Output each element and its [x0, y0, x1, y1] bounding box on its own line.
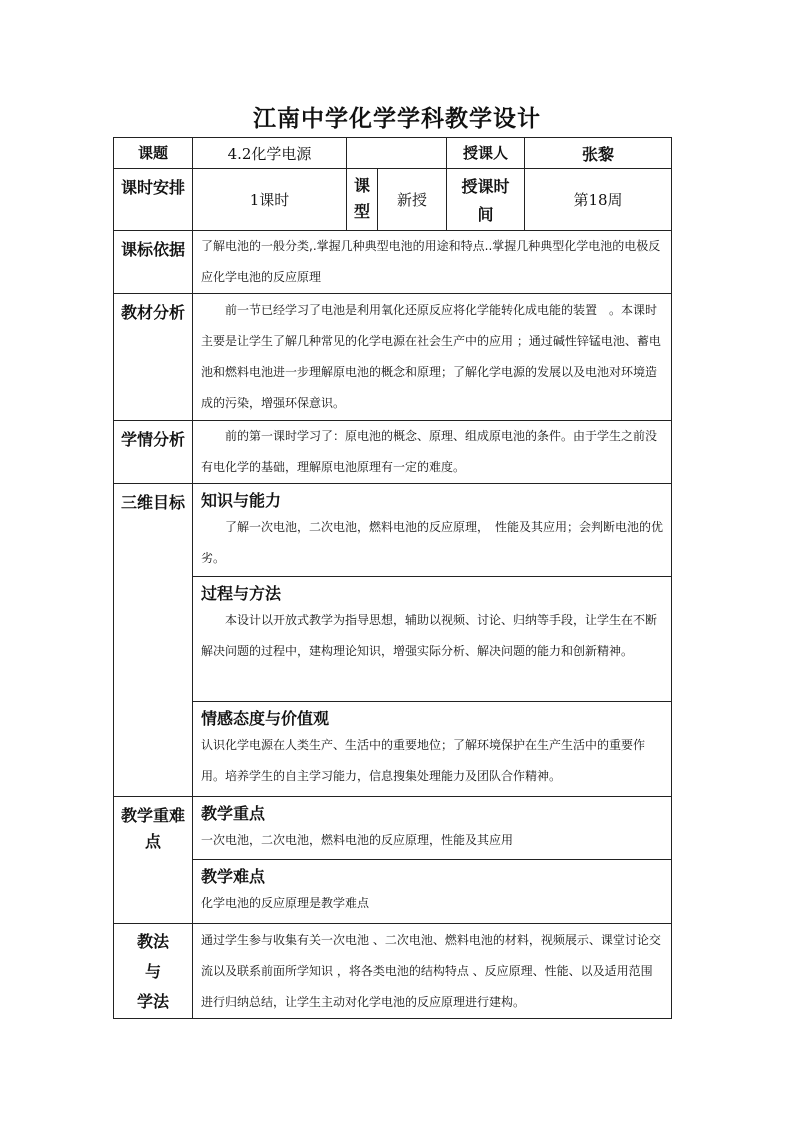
type-label: 课型 — [347, 169, 378, 231]
knowledge-title: 知识与能力 — [201, 491, 282, 510]
methods-label-3: 学法 — [136, 992, 169, 1011]
topic-value: 4.2化学电源 — [193, 138, 347, 169]
methods-text: 通过学生参与收集有关一次电池 、二次电池、燃料电池的材料，视频展示、课堂讨论交流以及联系前面所学知识 ，将各类电池的结构特点 、反应原理、性能、以及适用范围进行归纳总结，让学生主动对化学电池的反应原理进行建构。 — [193, 924, 672, 1019]
goals-label: 三维目标 — [114, 484, 193, 797]
focus-title: 教学重点 — [201, 804, 266, 823]
standard-text: 了解电池的一般分类,.掌握几种典型电池的用途和特点..掌握几种典型化学电池的电极反应化学电池的反应原理 — [193, 231, 672, 294]
schedule-row — [114, 169, 672, 231]
methods-label-1: 教法 — [136, 932, 169, 951]
time-value: 第18周 — [525, 169, 672, 231]
students-label: 学情分析 — [114, 421, 193, 484]
students-row — [114, 421, 672, 484]
hours-label: 课时安排 — [114, 169, 193, 231]
standard-label: 课标依据 — [114, 231, 193, 294]
type-value: 新授 — [378, 169, 447, 231]
goals-knowledge-row — [114, 484, 672, 577]
methods-label-2: 与 — [144, 962, 161, 981]
lesson-plan-table — [113, 137, 672, 1019]
focus-text: 一次电池，二次电池，燃料电池的反应原理，性能及其应用 — [201, 833, 514, 847]
knowledge-text: 了解一次电池，二次电池，燃料电池的反应原理， 性能及其应用；会判断电池的优劣。 — [201, 520, 664, 565]
blank-cell — [347, 138, 447, 169]
difficulty-text: 化学电池的反应原理是教学难点 — [201, 896, 370, 910]
focus-row — [114, 797, 672, 860]
process-title: 过程与方法 — [201, 584, 282, 603]
teacher-value: 张黎 — [525, 138, 672, 169]
emotion-text: 认识化学电源在人类生产、生活中的重要地位；了解环境保护在生产生活中的重要作用。培养学生的自主学习能力，信息搜集处理能力及团队合作精神。 — [201, 738, 646, 783]
topic-label: 课题 — [114, 138, 193, 169]
time-label: 授课时间 — [447, 169, 525, 231]
goals-process-row — [114, 577, 672, 702]
methods-label — [114, 924, 193, 1019]
goals-emotion-row — [114, 702, 672, 797]
difficulty-title: 教学难点 — [201, 867, 266, 886]
document-title: 江南中学化学学科教学设计 — [253, 105, 541, 132]
topic-row — [114, 138, 672, 169]
standard-row — [114, 231, 672, 294]
emotion-title: 情感态度与价值观 — [201, 709, 330, 728]
material-text: 前一节已经学习了电池是利用氧化还原反应将化学能转化成电能的装置 。本课时主要是让学生了解几种常见的化学电源在社会生产中的应用 ；通过碱性锌锰电池、蓄电池和燃料电池进一步理解原电池的概念和原理；了解化学电源的发展以及电池对环境造成的污染，增强环保意识。 — [193, 294, 672, 421]
hours-value: 1课时 — [193, 169, 347, 231]
material-row — [114, 294, 672, 421]
difficulty-row — [114, 860, 672, 924]
process-text: 本设计以开放式教学为指导思想，辅助以视频、讨论、归纳等手段，让学生在不断解决问题的过程中，建构理论知识，增强实际分析、解决问题的能力和创新精神。 — [201, 613, 658, 658]
teacher-label: 授课人 — [447, 138, 525, 169]
methods-row — [114, 924, 672, 1019]
students-text: 前的第一课时学习了：原电池的概念、原理、组成原电池的条件。由于学生之前没有电化学的基础，理解原电池原理有一定的难度。 — [193, 421, 672, 484]
material-label: 教材分析 — [114, 294, 193, 421]
keypoints-label: 教学重难点 — [114, 797, 193, 924]
